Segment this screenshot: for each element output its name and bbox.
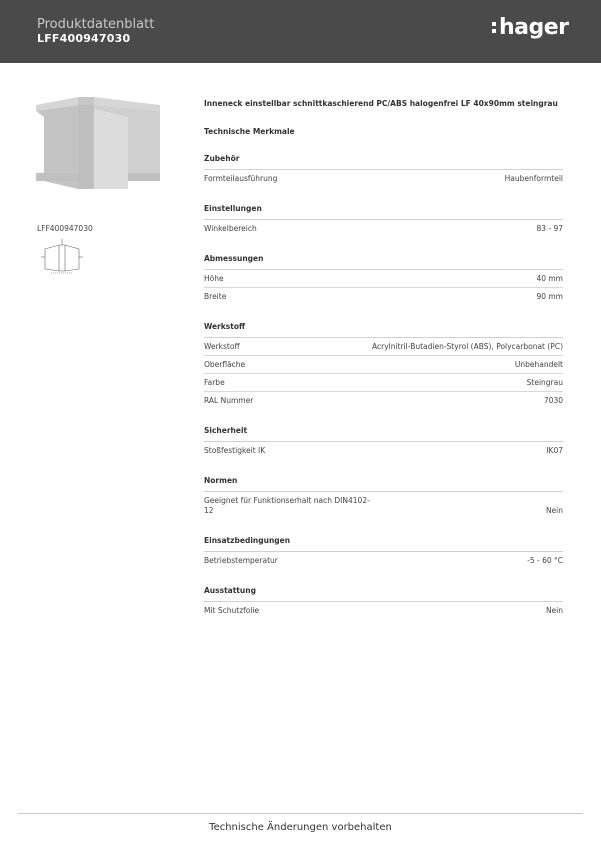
spec-label: Winkelbereich	[204, 224, 257, 233]
spec-row	[204, 288, 563, 305]
spec-label: Werkstoff	[204, 342, 240, 351]
product-details	[204, 99, 563, 619]
section-heading: Werkstoff	[204, 322, 563, 338]
technical-features-heading: Technische Merkmale	[204, 127, 295, 136]
brand-logo	[492, 15, 569, 40]
logo-dots-icon	[492, 19, 497, 36]
spec-label: Geeignet für Funktionserhalt nach DIN4102-12	[204, 496, 370, 515]
spec-label: Betriebstemperatur	[204, 556, 278, 565]
spec-value: 83 - 97	[536, 224, 563, 233]
brand-name: hager	[499, 15, 569, 40]
spec-value: Acrylnitril-Butadien-Styrol (ABS), Polycarbonat (PC)	[372, 342, 563, 351]
spec-value: Nein	[545, 506, 563, 515]
spec-label: Formteilausführung	[204, 174, 278, 183]
spec-value: 40 mm	[536, 274, 563, 283]
spec-value: Nein	[545, 606, 563, 615]
thumbnail-id: LFF400947030	[37, 224, 93, 233]
spec-row	[204, 270, 563, 288]
spec-value: Unbehandelt	[514, 360, 563, 369]
spec-row	[204, 552, 563, 569]
section-heading: Einsatzbedingungen	[204, 536, 563, 552]
spec-label: Stoßfestigkeit IK	[204, 446, 266, 455]
spec-row	[204, 442, 563, 459]
spec-value: Haubenformteil	[504, 174, 563, 183]
spec-row	[204, 602, 563, 619]
product-image	[36, 97, 160, 189]
footer-divider	[18, 813, 583, 814]
technical-drawing-thumbnail	[37, 237, 87, 277]
spec-label: Oberfläche	[204, 360, 246, 369]
product-title: Inneneck einstellbar schnittkaschierend PC/ABS halogenfrei LF 40x90mm steingrau	[204, 99, 558, 108]
spec-row	[204, 356, 563, 374]
section-heading: Normen	[204, 476, 563, 492]
spec-value: -5 - 60 °C	[527, 556, 563, 565]
spec-row	[204, 492, 563, 519]
page-header	[0, 0, 601, 63]
spec-label: RAL Nummer	[204, 396, 254, 405]
section-heading: Sicherheit	[204, 426, 563, 442]
footer-note: Technische Änderungen vorbehalten	[209, 822, 392, 833]
section-heading: Ausstattung	[204, 586, 563, 602]
spec-value: 7030	[543, 396, 563, 405]
spec-row	[204, 170, 563, 187]
document-id: LFF400947030	[37, 32, 131, 45]
section-heading: Abmessungen	[204, 254, 563, 270]
spec-value: 90 mm	[536, 292, 563, 301]
spec-label: Farbe	[204, 378, 225, 387]
spec-row	[204, 392, 563, 409]
spec-value: Steingrau	[526, 378, 563, 387]
spec-sections	[204, 154, 563, 619]
spec-row	[204, 338, 563, 356]
spec-label: Mit Schutzfolie	[204, 606, 260, 615]
spec-label: Breite	[204, 292, 227, 301]
document-type: Produktdatenblatt	[37, 17, 155, 32]
section-heading: Zubehör	[204, 154, 563, 170]
section-heading: Einstellungen	[204, 204, 563, 220]
spec-value: IK07	[546, 446, 563, 455]
spec-label: Höhe	[204, 274, 224, 283]
spec-row	[204, 220, 563, 237]
spec-row	[204, 374, 563, 392]
